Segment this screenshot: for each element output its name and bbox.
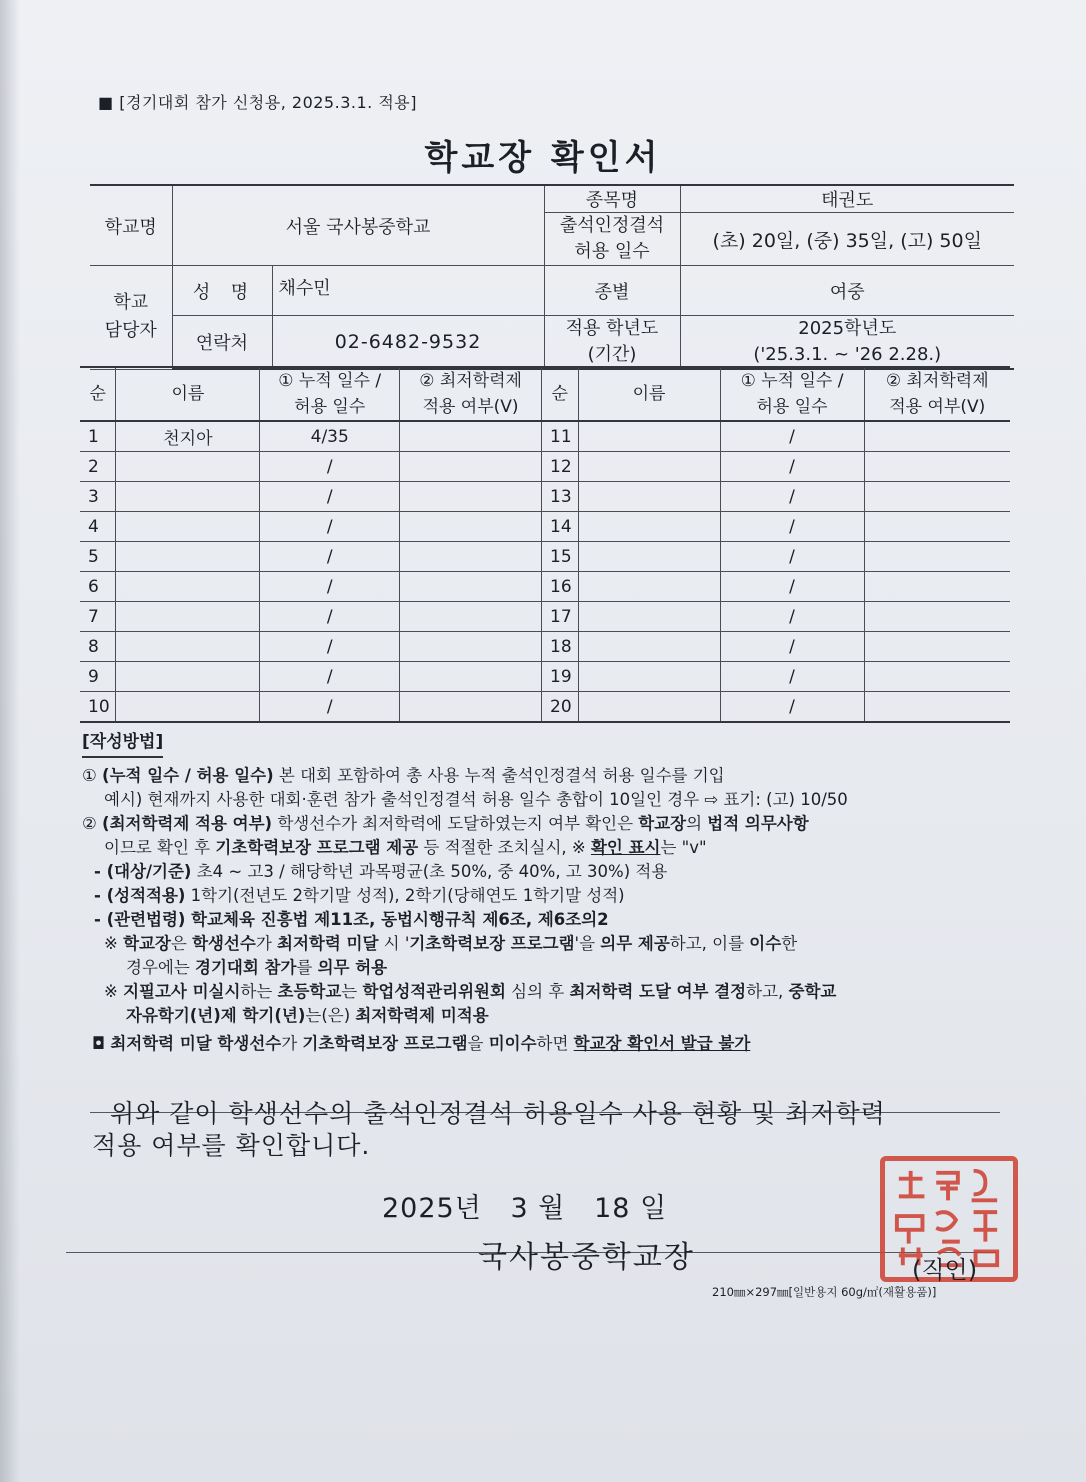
table-row bbox=[542, 572, 1010, 602]
method-line-1 bbox=[82, 764, 1012, 788]
roster-header-days: ① 누적 일수 / 허용 일수 bbox=[260, 367, 400, 421]
days-used: / bbox=[720, 692, 864, 723]
type-value: 여중 bbox=[680, 266, 1014, 316]
row-number: 4 bbox=[80, 512, 116, 542]
roster-header-num: 순 bbox=[80, 367, 116, 421]
days-used: / bbox=[720, 602, 864, 632]
student-name[interactable] bbox=[578, 512, 720, 542]
student-name[interactable] bbox=[578, 542, 720, 572]
table-row bbox=[80, 512, 542, 542]
school-name-value: 서울 국사봉중학교 bbox=[172, 185, 544, 266]
student-name[interactable] bbox=[116, 572, 260, 602]
method-line-6 bbox=[82, 884, 1012, 908]
minimum-grade-check[interactable] bbox=[400, 452, 542, 482]
days-used: / bbox=[260, 692, 400, 723]
document-title: 학교장 확인서 bbox=[424, 138, 662, 178]
roster-header-check: ② 최저학력제 적용 여부(V) bbox=[864, 367, 1010, 421]
table-row bbox=[80, 421, 542, 452]
row-number: 1 bbox=[80, 421, 116, 452]
page-edge-shadow bbox=[0, 0, 20, 1482]
method-bold: 최저학력 미달 학생선수 bbox=[110, 1034, 282, 1053]
type-label: 종별 bbox=[544, 266, 680, 316]
method-text: 하고, bbox=[746, 982, 789, 1001]
days-used: / bbox=[260, 572, 400, 602]
student-name[interactable] bbox=[578, 452, 720, 482]
method-text: 는 bbox=[341, 982, 363, 1001]
table-row bbox=[542, 542, 1010, 572]
days-used: / bbox=[260, 452, 400, 482]
method-bold: 학교장 bbox=[123, 934, 171, 953]
method-text: 학생선수가 최저학력에 도달하였는지 여부 확인은 bbox=[272, 814, 639, 833]
minimum-grade-check[interactable] bbox=[864, 692, 1010, 723]
roster-header-name: 이름 bbox=[578, 367, 720, 421]
student-name[interactable] bbox=[116, 692, 260, 723]
method-bold: - (성적적용) bbox=[94, 886, 186, 905]
minimum-grade-check[interactable] bbox=[400, 692, 542, 723]
method-bold: 학교장 bbox=[638, 814, 687, 833]
row-number: 2 bbox=[80, 452, 116, 482]
row-number: 8 bbox=[80, 632, 116, 662]
minimum-grade-check[interactable] bbox=[864, 421, 1010, 452]
table-row bbox=[542, 452, 1010, 482]
days-used: / bbox=[720, 421, 864, 452]
student-name[interactable] bbox=[116, 482, 260, 512]
row-number: 10 bbox=[80, 692, 116, 723]
method-text: 가 bbox=[281, 1034, 303, 1053]
minimum-grade-check[interactable] bbox=[400, 482, 542, 512]
days-used: / bbox=[720, 482, 864, 512]
method-line-11 bbox=[82, 1004, 1012, 1028]
year-value: 2025학년도 bbox=[798, 318, 897, 339]
minimum-grade-check[interactable] bbox=[864, 542, 1010, 572]
year-cell bbox=[680, 316, 1014, 370]
method-line-3 bbox=[82, 812, 1012, 836]
table-row bbox=[542, 421, 1010, 452]
student-name[interactable] bbox=[578, 602, 720, 632]
event-label: 종목명 bbox=[544, 185, 680, 213]
contact-value: 02-6482-9532 bbox=[272, 316, 544, 370]
method-line-10 bbox=[82, 980, 1012, 1004]
minimum-grade-check[interactable] bbox=[400, 632, 542, 662]
method-line-7 bbox=[82, 908, 1012, 932]
method-text: 경우에는 bbox=[126, 958, 196, 977]
minimum-grade-check[interactable] bbox=[864, 572, 1010, 602]
days-used: / bbox=[720, 452, 864, 482]
row-number: 16 bbox=[542, 572, 578, 602]
manager-name-value: 채수민 bbox=[272, 266, 544, 316]
row-number: 15 bbox=[542, 542, 578, 572]
days-used: / bbox=[720, 542, 864, 572]
method-bold: 확인 표시 bbox=[590, 838, 661, 857]
method-line-8 bbox=[82, 932, 1012, 956]
student-name[interactable] bbox=[116, 542, 260, 572]
days-used: / bbox=[260, 632, 400, 662]
row-number: 13 bbox=[542, 482, 578, 512]
days-used: / bbox=[260, 542, 400, 572]
minimum-grade-check[interactable] bbox=[400, 572, 542, 602]
student-name[interactable] bbox=[578, 421, 720, 452]
period-value: ('25.3.1. ~ '26 2.28.) bbox=[753, 344, 942, 365]
days-used: / bbox=[260, 482, 400, 512]
manager-label: 학교 담당자 bbox=[90, 266, 172, 370]
confirmation-statement bbox=[92, 1098, 1012, 1162]
table-row bbox=[542, 692, 1010, 723]
roster-table-left bbox=[80, 366, 542, 723]
student-name[interactable] bbox=[578, 482, 720, 512]
table-row bbox=[542, 602, 1010, 632]
table-row bbox=[542, 512, 1010, 542]
school-info-table bbox=[90, 184, 1014, 370]
method-text: 는 "v" bbox=[660, 838, 707, 857]
minimum-grade-check[interactable] bbox=[864, 602, 1010, 632]
method-title: [작성방법] bbox=[82, 730, 163, 758]
days-used: / bbox=[260, 662, 400, 692]
seal-note: (직인) bbox=[912, 1256, 978, 1284]
school-name-label: 학교명 bbox=[90, 185, 172, 266]
method-bold: - (관련법령) bbox=[94, 910, 186, 929]
table-row bbox=[80, 662, 542, 692]
method-line-5 bbox=[82, 860, 1012, 884]
method-bold: 학업성적관리위원회 bbox=[362, 982, 506, 1001]
days-used: / bbox=[260, 602, 400, 632]
method-bold: 최저학력제 미적용 bbox=[355, 1006, 489, 1025]
method-text: 초4 ~ 고3 / 해당학년 과목평균(초 50%, 중 40%, 고 30%) 적용 bbox=[191, 862, 668, 881]
method-text: 를 bbox=[296, 958, 318, 977]
minimum-grade-check[interactable] bbox=[864, 632, 1010, 662]
method-text: 심의 후 bbox=[505, 982, 570, 1001]
method-text: ※ bbox=[104, 982, 124, 1001]
student-name[interactable] bbox=[116, 662, 260, 692]
method-bold: 학생선수 bbox=[192, 934, 256, 953]
method-bold: 자유학기(년)제 학기(년) bbox=[126, 1006, 306, 1025]
row-number: 20 bbox=[542, 692, 578, 723]
days-used: / bbox=[260, 512, 400, 542]
roster-header-name: 이름 bbox=[116, 367, 260, 421]
event-value: 태권도 bbox=[680, 185, 1014, 213]
method-bold: 중학교 bbox=[788, 982, 837, 1001]
days-used: / bbox=[720, 512, 864, 542]
mark-2: ② bbox=[82, 814, 103, 833]
minimum-grade-check[interactable] bbox=[864, 512, 1010, 542]
method-text: '을 bbox=[574, 934, 601, 953]
method-text: ※ bbox=[104, 934, 124, 953]
method-text: 는(은) bbox=[305, 1006, 356, 1025]
table-row bbox=[80, 482, 542, 512]
row-number: 14 bbox=[542, 512, 578, 542]
writing-method bbox=[82, 730, 1012, 1056]
table-row bbox=[80, 632, 542, 662]
row-number: 11 bbox=[542, 421, 578, 452]
table-row bbox=[542, 662, 1010, 692]
row-number: 3 bbox=[80, 482, 116, 512]
student-roster bbox=[80, 366, 1010, 734]
minimum-grade-check[interactable] bbox=[400, 421, 542, 452]
year-label: 적용 학년도 (기간) bbox=[544, 316, 680, 370]
issue-date: 2025년 3 월 18 일 bbox=[382, 1193, 668, 1224]
roster-table-right bbox=[542, 366, 1010, 723]
method-text: 은 bbox=[170, 934, 193, 953]
confirm-line-2: 적용 여부를 확인합니다. bbox=[92, 1131, 371, 1160]
student-name[interactable] bbox=[578, 572, 720, 602]
method-bold: 최저학력 도달 여부 결정 bbox=[569, 982, 747, 1001]
method-bold: 지필고사 미실시 bbox=[123, 982, 241, 1001]
contact-label: 연락처 bbox=[172, 316, 272, 370]
manager-name-label: 성 명 bbox=[172, 266, 272, 316]
confirm-line-1: 위와 같이 학생선수의 출석인정결석 허용일수 사용 현황 및 최저학력 bbox=[110, 1099, 886, 1128]
method-bold: 의무 허용 bbox=[317, 958, 388, 977]
notice-box-icon: ◘ bbox=[92, 1034, 106, 1053]
paper-spec: 210㎜×297㎜[일반용지 60g/㎡(재활용품)] bbox=[712, 1285, 937, 1299]
student-name[interactable] bbox=[116, 512, 260, 542]
allow-days-value: (초) 20일, (중) 35일, (고) 50일 bbox=[680, 213, 1014, 266]
method-text: 하면 bbox=[536, 1034, 574, 1053]
method-bold: 초등학교 bbox=[277, 982, 342, 1001]
method-text: 1학기(전년도 2학기말 성적), 2학기(당해연도 1학기말 성적) bbox=[185, 886, 625, 905]
roster-header-check: ② 최저학력제 적용 여부(V) bbox=[400, 367, 542, 421]
method-bold: 학교장 확인서 발급 불가 bbox=[573, 1034, 751, 1053]
table-row bbox=[80, 542, 542, 572]
days-used: / bbox=[720, 632, 864, 662]
minimum-grade-check[interactable] bbox=[400, 542, 542, 572]
method-bold: 최저학력 미달 bbox=[277, 934, 379, 953]
table-row bbox=[80, 572, 542, 602]
student-name[interactable] bbox=[578, 632, 720, 662]
row-number: 6 bbox=[80, 572, 116, 602]
method-text: 하고, 이를 bbox=[669, 934, 750, 953]
method-bold: 기초학력보장 프로그램 bbox=[302, 1034, 468, 1053]
method-bold: 학교체육 진흥법 제11조, 동법시행규칙 제6조, 제6조의2 bbox=[185, 910, 609, 929]
method-text: 이므로 확인 후 bbox=[104, 838, 216, 857]
method-line-4 bbox=[82, 836, 1012, 860]
allow-days-label: 출석인정결석 허용 일수 bbox=[544, 213, 680, 266]
row-number: 17 bbox=[542, 602, 578, 632]
roster-header-num: 순 bbox=[542, 367, 578, 421]
method-bold: 기초학력보장 프로그램 bbox=[409, 934, 575, 953]
days-used: / bbox=[720, 572, 864, 602]
method-text: 등 적절한 조치실시, ※ bbox=[418, 838, 591, 857]
method-bold: 이수 bbox=[749, 934, 782, 953]
method-bold: 기초학력보장 프로그램 제공 bbox=[215, 838, 419, 857]
minimum-grade-check[interactable] bbox=[864, 482, 1010, 512]
method-bold: 의무 제공 bbox=[600, 934, 670, 953]
table-row bbox=[80, 602, 542, 632]
method-line-2: 예시) 현재까지 사용한 대회·훈련 참가 출석인정결석 허용 일수 총합이 10일인 경우 ⇨ 표기: (고) 10/50 bbox=[104, 790, 848, 809]
minimum-grade-check[interactable] bbox=[864, 452, 1010, 482]
method-line-9 bbox=[82, 956, 1012, 980]
method-text: 을 bbox=[467, 1034, 489, 1053]
student-name[interactable] bbox=[116, 632, 260, 662]
student-name[interactable] bbox=[116, 602, 260, 632]
minimum-grade-check[interactable] bbox=[400, 512, 542, 542]
method-bold: - (대상/기준) bbox=[94, 862, 192, 881]
table-row bbox=[542, 482, 1010, 512]
student-name[interactable] bbox=[116, 452, 260, 482]
minimum-grade-check[interactable] bbox=[400, 662, 542, 692]
row-number: 19 bbox=[542, 662, 578, 692]
row-number: 12 bbox=[542, 452, 578, 482]
student-name[interactable]: 천지아 bbox=[116, 421, 260, 452]
method-bold: 미이수 bbox=[488, 1034, 537, 1053]
method-text: 본 대회 포함하여 총 사용 누적 출석인정결석 허용 일수를 기입 bbox=[273, 766, 725, 785]
method-bold: 경기대회 참가 bbox=[195, 958, 297, 977]
table-row bbox=[80, 452, 542, 482]
days-used: 4/35 bbox=[260, 421, 400, 452]
days-used: / bbox=[720, 662, 864, 692]
roster-header-days: ① 누적 일수 / 허용 일수 bbox=[720, 367, 864, 421]
minimum-grade-check[interactable] bbox=[400, 602, 542, 632]
method-text: 시 ' bbox=[378, 934, 410, 953]
method-bold: (최저학력제 적용 여부) bbox=[102, 814, 273, 833]
method-bold: (누적 일수 / 허용 일수) bbox=[102, 766, 274, 785]
mark-1: ① bbox=[82, 766, 103, 785]
row-number: 18 bbox=[542, 632, 578, 662]
signer-title: 국사봉중학교장 bbox=[478, 1240, 695, 1275]
row-number: 7 bbox=[80, 602, 116, 632]
row-number: 9 bbox=[80, 662, 116, 692]
method-text: 의 bbox=[686, 814, 708, 833]
table-row bbox=[80, 692, 542, 723]
method-bold: 법적 의무사항 bbox=[707, 814, 809, 833]
student-name[interactable] bbox=[578, 692, 720, 723]
method-text: 한 bbox=[781, 934, 798, 953]
row-number: 5 bbox=[80, 542, 116, 572]
header-note: ■ [경기대회 참가 신청용, 2025.3.1. 적용] bbox=[98, 93, 417, 112]
table-row bbox=[542, 632, 1010, 662]
method-line-12 bbox=[82, 1032, 1012, 1056]
minimum-grade-check[interactable] bbox=[864, 662, 1010, 692]
method-text: 가 bbox=[255, 934, 278, 953]
method-text: 하는 bbox=[240, 982, 278, 1001]
student-name[interactable] bbox=[578, 662, 720, 692]
